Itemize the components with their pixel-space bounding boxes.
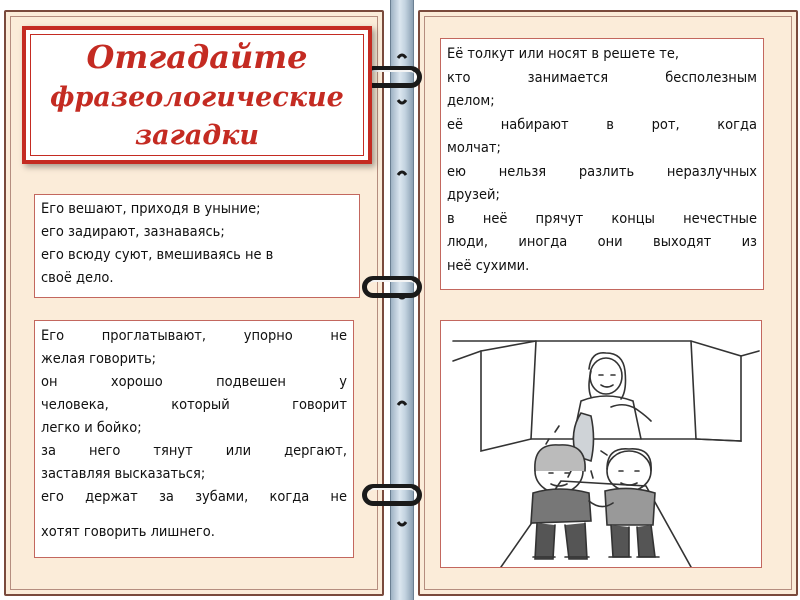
riddle-line: кто занимается бесполезным bbox=[447, 69, 757, 86]
riddle-line: за него тянут или дергают, bbox=[41, 443, 347, 459]
ring-highlight bbox=[370, 488, 414, 496]
riddle-line: его держат за зубами, когда не bbox=[41, 489, 347, 505]
riddle-right bbox=[440, 38, 764, 290]
illustration-box bbox=[440, 320, 762, 568]
riddle-line: его всюду суют, вмешиваясь не в bbox=[41, 247, 274, 263]
riddle-line: легко и бойко; bbox=[41, 420, 142, 436]
riddle-line: неё сухими. bbox=[447, 257, 530, 274]
riddle-line: желая говорить; bbox=[41, 351, 157, 367]
riddle-line: ею нельзя разлить неразлучных bbox=[447, 163, 757, 180]
riddle-line: хотят говорить лишнего. bbox=[41, 524, 215, 540]
riddle-line: его задирают, зазнаваясь; bbox=[41, 224, 225, 240]
two-children-water-illustration bbox=[441, 321, 761, 567]
title-box bbox=[22, 26, 372, 164]
riddle-line: Её толкут или носят в решете те, bbox=[447, 46, 680, 62]
riddle-line: делом; bbox=[447, 93, 495, 109]
riddle-left-top bbox=[34, 194, 360, 298]
ring-highlight bbox=[370, 70, 414, 78]
riddle-line: друзей; bbox=[447, 187, 500, 203]
riddle-line: в неё прячут концы нечестные bbox=[447, 210, 757, 227]
riddle-line: Его вешают, приходя в уныние; bbox=[41, 201, 261, 217]
riddle-line: человека, который говорит bbox=[41, 397, 347, 413]
title-line-3: загадки bbox=[134, 120, 260, 151]
riddle-line: он хорошо подвешен у bbox=[41, 374, 347, 390]
spine-hooks-icon bbox=[392, 0, 412, 600]
riddle-line: молчат; bbox=[447, 140, 501, 156]
riddle-line: люди, иногда они выходят из bbox=[447, 234, 757, 250]
riddle-line: её набирают в рот, когда bbox=[447, 116, 757, 133]
title-line-1: Отгадайте bbox=[86, 38, 308, 76]
riddle-left-bottom bbox=[34, 320, 354, 558]
title-line-2: фразеологические bbox=[50, 82, 344, 113]
ring-highlight bbox=[370, 280, 414, 288]
riddle-line: своё дело. bbox=[41, 270, 114, 286]
riddle-line: заставляя высказаться; bbox=[41, 466, 206, 482]
riddle-line: Его проглатывают, упорно не bbox=[41, 328, 347, 344]
